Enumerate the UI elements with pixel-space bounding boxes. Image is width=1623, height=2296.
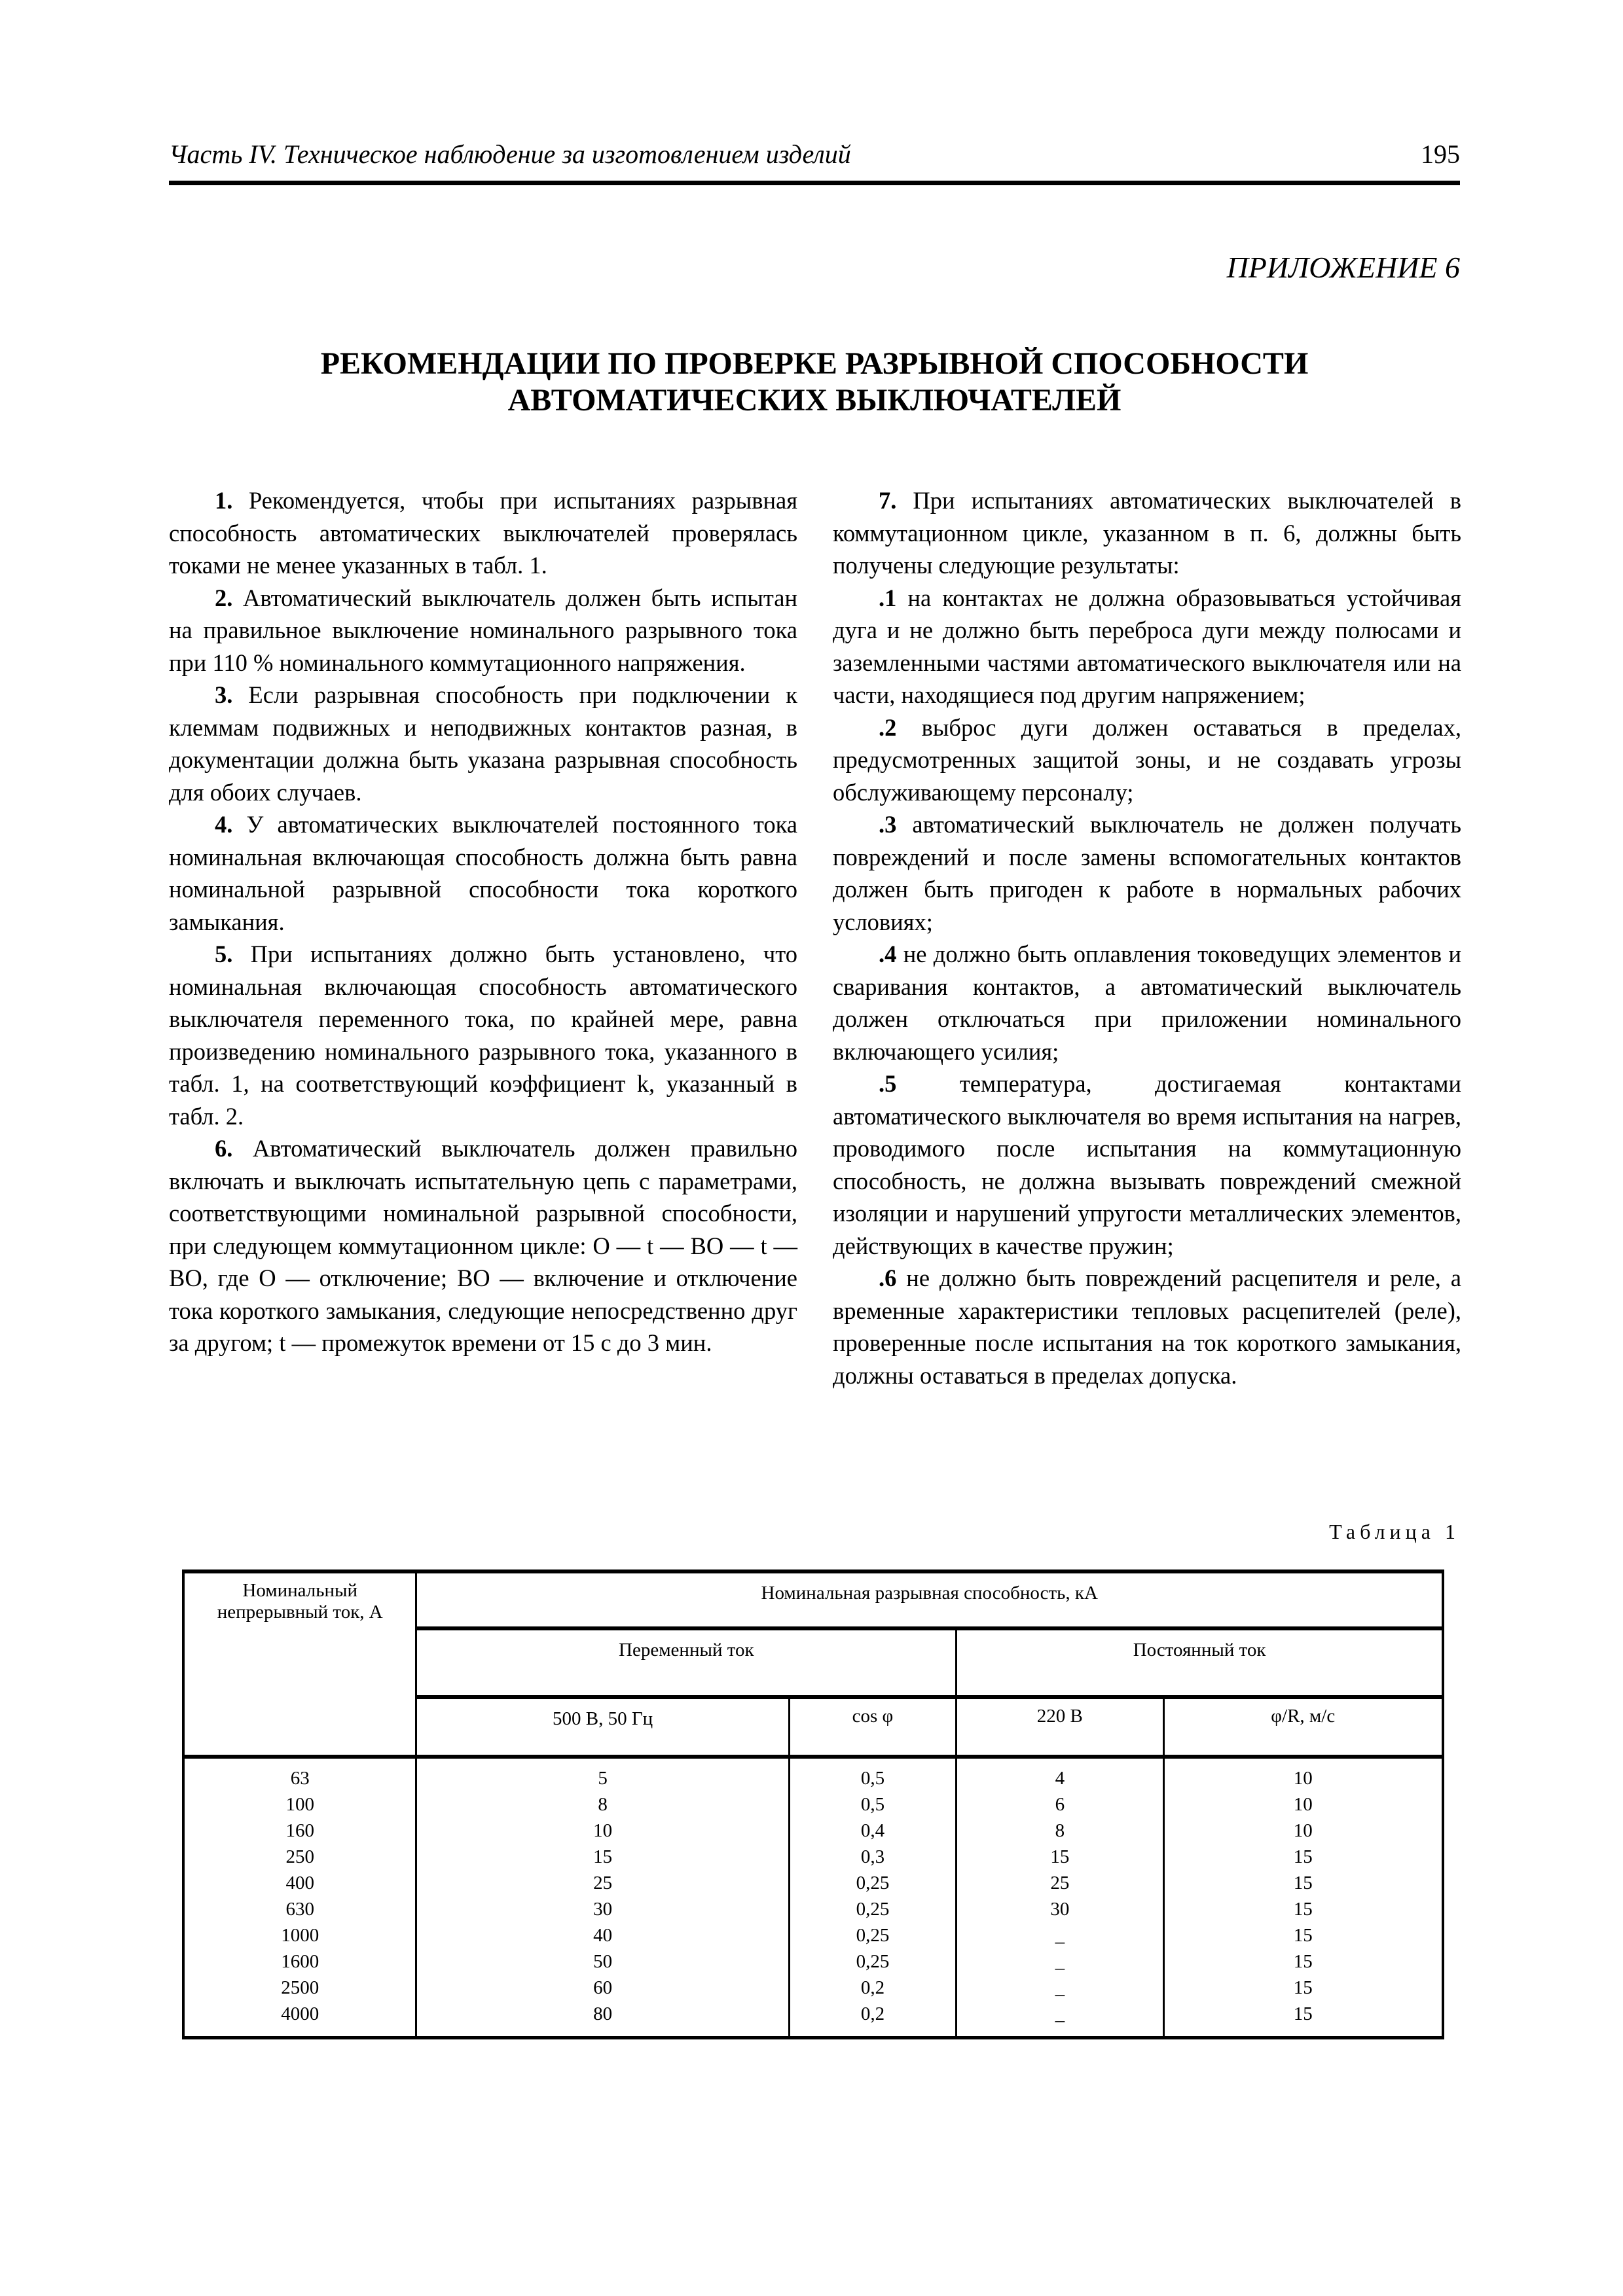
paragraph [169,1132,797,1359]
paragraph-text: температура, достигаемая контактами автоматического выключателя во время испытания на нагрев, проводимого после испытания на коммутационную способность, не должна вызывать повреждений смежной изоляции и нарушений упругости металлических элементов, действующих в качестве пружин; [833,1070,1461,1259]
table-cell: 1000 [183,1922,416,1948]
table-cell: 0,25 [789,1922,956,1948]
table-cell: _ [957,1948,1163,1975]
table-cell: 0,25 [789,1948,956,1975]
table-cell: 80 [416,2001,789,2038]
table-cell: 10 [1163,1791,1443,1818]
table-cell: 630 [183,1896,416,1922]
table-cell: 100 [183,1791,416,1818]
table-cell: 30 [416,1896,789,1922]
paragraph-text: на контактах не должна образовываться устойчивая дуга и не должно быть переброса дуги между полюсами и заземленными частями автоматического выключателя или на части, находящиеся под другим напряжением; [833,584,1461,708]
table-cell: _ [957,2001,1163,2038]
paragraph-number: .4 [879,941,897,967]
table-cell: 6 [957,1791,1163,1818]
table-cell: 15 [1163,1896,1443,1922]
paragraph [169,679,797,808]
table-row [183,1844,1443,1870]
paragraph-number: .1 [879,584,897,611]
table-row [183,1791,1443,1818]
table-cell: _ [957,1975,1163,2001]
table-cell: 15 [1163,1948,1443,1975]
table-cell: 25 [957,1870,1163,1896]
paragraph [169,582,797,679]
paragraph [833,582,1461,711]
table-cell: 15 [1163,2001,1443,2038]
table-cell: 15 [957,1844,1163,1870]
paragraph [833,711,1461,809]
paragraph-text: автоматический выключатель не должен получать повреждений и после замены вспомогательных контактов должен быть пригоден к работе в нормальных рабочих условиях; [833,811,1461,935]
table-cell: 4 [957,1757,1163,1791]
paragraph-text: не должно быть оплавления токоведущих элементов и сваривания контактов, а автоматический выключатель должен отключаться при приложении номинального включающего усилия; [833,941,1461,1065]
table-cell: 30 [957,1896,1163,1922]
paragraph [833,1262,1461,1391]
table-cell: 250 [183,1844,416,1870]
table-row [183,1975,1443,2001]
paragraph-number: 7. [879,487,897,514]
table-cell: 1600 [183,1948,416,1975]
paragraph-text: При испытаниях должно быть установлено, что номинальная включающая способность автоматического выключателя переменного тока, по крайней мере, равна произведению номинального разрывного тока, указанного в табл. 1, на соответствующий коэффициент k, указанный в табл. 2. [169,941,797,1130]
paragraph-number: 5. [215,941,233,967]
document-title [169,346,1460,419]
page-number: 195 [1421,139,1460,169]
paragraph-text: У автоматических выключателей постоянного тока номинальная включающая способность должна быть равна номинальной разрывной способности тока короткого замыкания. [169,811,797,935]
paragraph [833,1067,1461,1262]
table-cell: 10 [1163,1818,1443,1844]
table-cell: 160 [183,1818,416,1844]
table-cell: 10 [416,1818,789,1844]
paragraph [833,938,1461,1067]
paragraph-text: выброс дуги должен оставаться в пределах, предусмотренных защитой зоны, и не создавать угрозы обслуживающему персоналу; [833,713,1461,806]
table-cell: 0,25 [789,1896,956,1922]
paragraph-number: .3 [879,811,897,838]
table-cell: 0,2 [789,1975,956,2001]
header-title: Часть IV. Техническое наблюдение за изготовлением изделий [169,139,851,169]
subheader-500v: 500 В, 50 Гц [416,1697,789,1757]
paragraph-text: Рекомендуется, чтобы при испытаниях разрывная способность автоматических выключателей проверялась токами не менее указанных в табл. 1. [169,487,797,579]
table-cell: 10 [1163,1757,1443,1791]
paragraph [169,808,797,938]
paragraph [833,808,1461,938]
table-cell: 0,5 [789,1791,956,1818]
header-dc: Постоянный ток [957,1628,1443,1697]
table-row [183,1757,1443,1791]
table-cell: 400 [183,1870,416,1896]
table-cell: 15 [1163,1870,1443,1896]
paragraph-number: 3. [215,681,233,708]
table-row [183,1896,1443,1922]
table-cell: 50 [416,1948,789,1975]
title-line: АВТОМАТИЧЕСКИХ ВЫКЛЮЧАТЕЛЕЙ [507,383,1122,418]
table-cell: 0,5 [789,1757,956,1791]
paragraph [833,484,1461,582]
left-column [169,484,797,1359]
paragraph [169,938,797,1132]
table-cell: 5 [416,1757,789,1791]
table-row [183,1818,1443,1844]
paragraph-number: 1. [215,487,233,514]
table-cell: 63 [183,1757,416,1791]
table-cell: 8 [416,1791,789,1818]
paragraph-number: 6. [215,1135,233,1162]
paragraph-text: Если разрывная способность при подключении к клеммам подвижных и неподвижных контактов разная, в документации должна быть указана разрывная способность для обоих случаев. [169,681,797,806]
paragraph-text: Автоматический выключатель должен правильно включать и выключать испытательную цепь с параметрами, соответствующими номинальной разрывной способности, при следующем коммутационном цикле: О — t — ВО — t — ВО, где О — отключение; ВО — включение и отключение тока короткого замыкания, следующие непосредственно друг за другом; t — промежуток времени от 15 с до 3 мин. [169,1135,797,1356]
title-line: РЕКОМЕНДАЦИИ ПО ПРОВЕРКЕ РАЗРЫВНОЙ СПОСОБНОСТИ [320,346,1309,381]
table-caption: Таблица 1 [1329,1520,1460,1543]
paragraph-number: .2 [879,713,897,741]
subheader-220v: 220 В [957,1697,1163,1757]
table-cell: _ [957,1922,1163,1948]
table-cell: 40 [416,1922,789,1948]
table-cell: 8 [957,1818,1163,1844]
header-rated-current: Номинальный непрерывный ток, А [183,1571,416,1757]
table-row [183,1922,1443,1948]
paragraph-number: 2. [215,584,233,611]
table-cell: 2500 [183,1975,416,2001]
table-cell: 60 [416,1975,789,2001]
paragraph-number: .6 [879,1265,897,1291]
table-cell: 15 [416,1844,789,1870]
appendix-label: ПРИЛОЖЕНИЕ 6 [1226,251,1460,284]
table-cell: 0,3 [789,1844,956,1870]
table-cell: 0,4 [789,1818,956,1844]
table-cell: 0,25 [789,1870,956,1896]
table-cell: 15 [1163,1975,1443,2001]
right-column [833,484,1461,1391]
header-ac: Переменный ток [416,1628,957,1697]
paragraph-text: При испытаниях автоматических выключателей в коммутационном цикле, указанном в п. 6, должны быть получены следующие результаты: [833,487,1461,579]
paragraph [169,484,797,582]
table-row [183,1948,1443,1975]
table-cell: 25 [416,1870,789,1896]
table-row [183,2001,1443,2038]
paragraph-text: Автоматический выключатель должен быть испытан на правильное выключение номинального разрывного тока при 110 % номинального коммутационного напряжения. [169,584,797,676]
subheader-phi-r: φ/R, м/с [1163,1697,1443,1757]
header-breaking-capacity: Номинальная разрывная способность, кА [416,1571,1443,1628]
breaking-capacity-table [182,1570,1444,2039]
table-cell: 15 [1163,1844,1443,1870]
table-cell: 15 [1163,1922,1443,1948]
table-row [183,1870,1443,1896]
running-header [169,139,1460,185]
paragraph-number: .5 [879,1070,897,1097]
table-cell: 0,2 [789,2001,956,2038]
paragraph-text: не должно быть повреждений расцепителя и реле, а временные характеристики тепловых расцепителей (реле), проверенные после испытания на ток короткого замыкания, должны оставаться в пределах допуска. [833,1265,1461,1389]
paragraph-number: 4. [215,811,233,838]
table-cell: 4000 [183,2001,416,2038]
subheader-cos-phi: cos φ [789,1697,956,1757]
